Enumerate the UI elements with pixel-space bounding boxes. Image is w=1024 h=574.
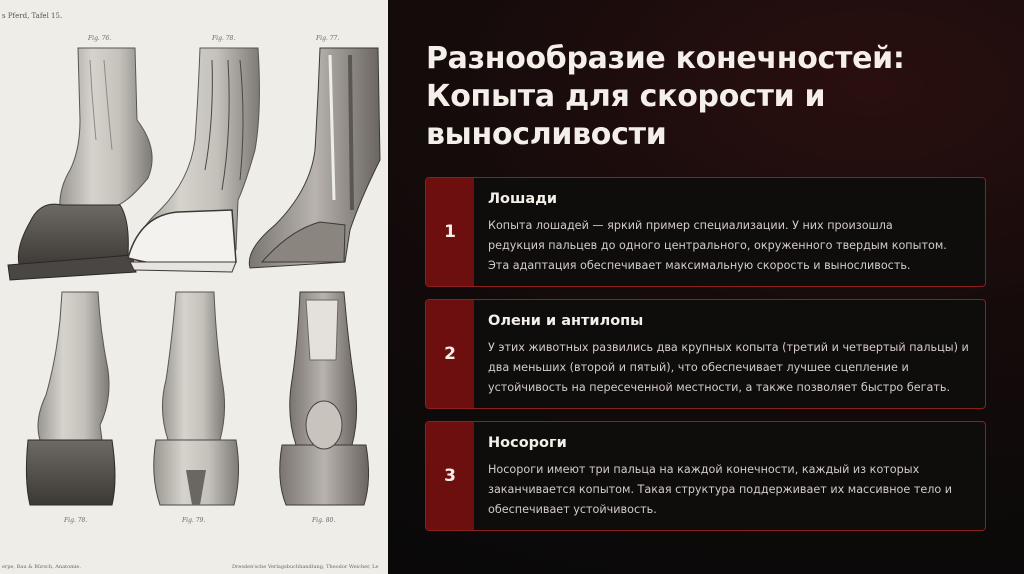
- plate-caption-top: s Pferd, Tafel 15.: [2, 12, 63, 20]
- title-line-3: выносливости: [426, 117, 667, 152]
- card-text: [488, 216, 975, 276]
- hoof-section-view: [249, 48, 380, 268]
- card-number: 3: [444, 466, 456, 486]
- card-text: [488, 338, 975, 398]
- fig-label-4: Fig. 78.: [64, 517, 88, 524]
- card-text-line: Носороги имеют три пальца на каждой конечности, каждый из которых: [488, 463, 920, 476]
- card-text-line: Эта адаптация обеспечивает максимальную скорость и выносливость.: [488, 259, 911, 272]
- card-number-box: [426, 422, 474, 530]
- card-heading: Олени и антилопы: [488, 313, 644, 329]
- card-text-line: два меньших (второй и пятый), что обеспечивает лучшее сцепление и: [488, 361, 909, 374]
- card-number-box: [426, 300, 474, 408]
- hoof-front-view-3: [280, 292, 369, 524]
- card-text-line: обеспечивает устойчивость.: [488, 503, 657, 516]
- card-number-box: [426, 178, 474, 286]
- plate-caption-bottom: erpe, Bau & Bürsch, Anatomie.: [2, 564, 81, 570]
- fig-label-6: Fig. 80.: [312, 517, 336, 524]
- card-text-line: редукция пальцев до одного центрального, окруженного твердым копытом.: [488, 239, 947, 252]
- card-heading: Носороги: [488, 435, 567, 451]
- card-text-line: заканчивается копытом. Такая структура поддерживает их массивное тело и: [488, 483, 953, 496]
- card-deer-antelopes: [425, 299, 986, 409]
- fig-label-5: Fig. 79.: [182, 517, 206, 524]
- anatomy-plate-image: [0, 0, 388, 574]
- fig-label-1: Fig. 76.: [88, 35, 112, 42]
- fig-label-3: Fig. 77.: [316, 35, 340, 42]
- card-content: [488, 433, 975, 520]
- card-text-line: Копыта лошадей — яркий пример специализации. У них произошла: [488, 219, 893, 232]
- title-line-2: Копыта для скорости и: [426, 79, 826, 114]
- card-heading: Лошади: [488, 191, 558, 207]
- card-text-line: устойчивость на пересеченной местности, а также позволяет быстро бегать.: [488, 381, 951, 394]
- card-text: [488, 460, 975, 520]
- hoof-front-view-1: [26, 292, 115, 524]
- card-content: [488, 311, 975, 398]
- hoof-anatomy-illustration: [0, 0, 388, 574]
- card-number: 1: [444, 222, 456, 242]
- title-line-1: Разнообразие конечностей:: [426, 41, 905, 76]
- slide-title: [426, 40, 986, 154]
- plate-caption-publisher: Dresden'sche Verlagsbuchhandlung, Theodor Weicher, Le: [232, 564, 379, 570]
- card-number: 2: [444, 344, 456, 364]
- card-horses: [425, 177, 986, 287]
- card-content: [488, 189, 975, 276]
- hoof-side-view: [8, 48, 152, 280]
- card-text-line: У этих животных развились два крупных копыта (третий и четвертый пальцы) и: [488, 341, 969, 354]
- fig-label-2: Fig. 78.: [212, 35, 236, 42]
- hoof-front-view-2: [154, 292, 239, 524]
- card-rhinos: [425, 421, 986, 531]
